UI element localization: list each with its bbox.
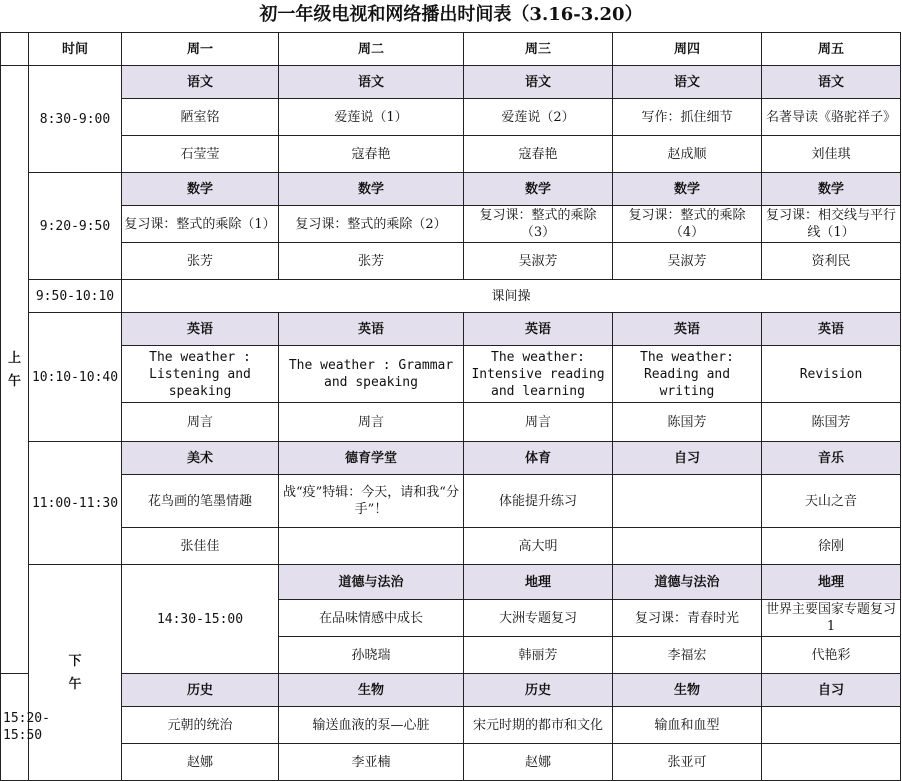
table-row	[1, 707, 901, 744]
teacher-cell: 高大明	[464, 528, 613, 565]
table-row	[1, 528, 901, 565]
table-row	[1, 744, 901, 781]
header-day-tue: 周二	[279, 33, 464, 66]
subject-cell: 英语	[122, 313, 279, 346]
subject-cell: 数学	[613, 173, 762, 206]
subject-cell: 语文	[464, 66, 613, 99]
table-row	[1, 313, 901, 346]
topic-cell: The weather : Grammar and speaking	[279, 346, 464, 403]
header-day-wed: 周三	[464, 33, 613, 66]
time-cell: 11:00-11:30	[29, 442, 122, 565]
topic-cell: 体能提升练习	[464, 475, 613, 528]
subject-cell: 音乐	[762, 442, 901, 475]
topic-cell	[613, 475, 762, 528]
teacher-cell	[613, 528, 762, 565]
subject-cell: 数学	[279, 173, 464, 206]
header-row	[1, 33, 901, 66]
teacher-cell: 吴淑芳	[464, 243, 613, 280]
time-cell: 9:20-9:50	[29, 173, 122, 280]
subject-cell: 数学	[762, 173, 901, 206]
subject-cell: 道德与法治	[613, 565, 762, 600]
period-char: 午	[7, 373, 21, 389]
table-row	[1, 243, 901, 280]
topic-cell	[762, 707, 901, 744]
subject-cell: 语文	[122, 66, 279, 99]
topic-cell: 输送血液的泵—心脏	[279, 707, 464, 744]
teacher-cell: 张芳	[279, 243, 464, 280]
header-day-fri: 周五	[762, 33, 901, 66]
subject-cell: 德育学堂	[279, 442, 464, 475]
teacher-cell: 韩丽芳	[464, 637, 613, 674]
period-morning	[1, 66, 29, 674]
subject-cell: 历史	[122, 674, 279, 707]
subject-cell: 地理	[762, 565, 901, 600]
corner-cell	[1, 33, 29, 66]
table-row	[1, 442, 901, 475]
subject-cell: 语文	[613, 66, 762, 99]
header-time: 时间	[29, 33, 122, 66]
topic-cell: The weather: Reading and writing	[613, 346, 762, 403]
topic-cell: 复习课：青春时光	[613, 600, 762, 637]
teacher-cell: 资利民	[762, 243, 901, 280]
table-row	[1, 475, 901, 528]
break-label: 课间操	[122, 280, 901, 313]
teacher-cell: 周言	[464, 403, 613, 442]
topic-cell: 花鸟画的笔墨情趣	[122, 475, 279, 528]
subject-cell: 英语	[613, 313, 762, 346]
table-row	[1, 206, 901, 243]
teacher-cell: 吴淑芳	[613, 243, 762, 280]
subject-cell: 道德与法治	[279, 565, 464, 600]
subject-cell: 语文	[762, 66, 901, 99]
topic-cell: 复习课：整式的乘除（3）	[464, 206, 613, 243]
teacher-cell: 寇春艳	[279, 136, 464, 173]
topic-cell: The weather: Intensive reading and learning	[464, 346, 613, 403]
break-row	[1, 280, 901, 313]
subject-cell: 数学	[122, 173, 279, 206]
time-cell: 8:30-9:00	[29, 66, 122, 173]
teacher-cell: 张佳佳	[122, 528, 279, 565]
time-cell: 9:50-10:10	[29, 280, 122, 313]
period-char: 上	[7, 350, 21, 366]
topic-cell: 在品味情感中成长	[279, 600, 464, 637]
table-row	[1, 136, 901, 173]
topic-cell: 复习课：整式的乘除（2）	[279, 206, 464, 243]
table-row	[1, 66, 901, 99]
time-cell: 14:30-15:00	[122, 565, 279, 674]
subject-cell: 自习	[613, 442, 762, 475]
teacher-cell: 周言	[122, 403, 279, 442]
table-row	[1, 346, 901, 403]
subject-cell: 自习	[762, 674, 901, 707]
topic-cell: The weather : Listening and speaking	[122, 346, 279, 403]
topic-cell: 天山之音	[762, 475, 901, 528]
period-char: 下	[68, 653, 82, 669]
teacher-cell: 刘佳琪	[762, 136, 901, 173]
time-cell: 10:10-10:40	[29, 313, 122, 442]
topic-cell: 复习课：相交线与平行线（1）	[762, 206, 901, 243]
subject-cell: 语文	[279, 66, 464, 99]
topic-cell: 写作：抓住细节	[613, 99, 762, 136]
time-cell: 15:20-15:50	[1, 674, 29, 781]
teacher-cell: 赵成顺	[613, 136, 762, 173]
teacher-cell: 石莹莹	[122, 136, 279, 173]
subject-cell: 生物	[613, 674, 762, 707]
subject-cell: 英语	[464, 313, 613, 346]
topic-cell: 大洲专题复习	[464, 600, 613, 637]
teacher-cell	[279, 528, 464, 565]
teacher-cell: 张亚可	[613, 744, 762, 781]
topic-cell: 战“疫”特辑：今天，请和我“分手”！	[279, 475, 464, 528]
header-day-thu: 周四	[613, 33, 762, 66]
teacher-cell: 孙晓瑞	[279, 637, 464, 674]
period-char: 午	[68, 676, 82, 692]
subject-cell: 英语	[762, 313, 901, 346]
topic-cell: 宋元时期的都市和文化	[464, 707, 613, 744]
topic-cell: 名著导读《骆驼祥子》	[762, 99, 901, 136]
topic-cell: 爱莲说（1）	[279, 99, 464, 136]
teacher-cell: 张芳	[122, 243, 279, 280]
page-title: 初一年级电视和网络播出时间表（3.16-3.20）	[259, 4, 643, 25]
table-row	[1, 674, 901, 707]
topic-cell: 世界主要国家专题复习1	[762, 600, 901, 637]
subject-cell: 英语	[279, 313, 464, 346]
table-row	[1, 99, 901, 136]
table-row	[1, 173, 901, 206]
teacher-cell: 周言	[279, 403, 464, 442]
subject-cell: 体育	[464, 442, 613, 475]
teacher-cell: 李亚楠	[279, 744, 464, 781]
teacher-cell: 寇春艳	[464, 136, 613, 173]
teacher-cell: 李福宏	[613, 637, 762, 674]
schedule-table	[0, 32, 901, 781]
subject-cell: 数学	[464, 173, 613, 206]
teacher-cell: 陈国芳	[762, 403, 901, 442]
subject-cell: 地理	[464, 565, 613, 600]
teacher-cell: 代艳彩	[762, 637, 901, 674]
teacher-cell: 赵娜	[122, 744, 279, 781]
topic-cell: Revision	[762, 346, 901, 403]
topic-cell: 复习课：整式的乘除（4）	[613, 206, 762, 243]
topic-cell: 复习课：整式的乘除（1）	[122, 206, 279, 243]
topic-cell: 输血和血型	[613, 707, 762, 744]
topic-cell: 陋室铭	[122, 99, 279, 136]
subject-cell: 美术	[122, 442, 279, 475]
teacher-cell: 陈国芳	[613, 403, 762, 442]
subject-cell: 生物	[279, 674, 464, 707]
period-afternoon	[29, 565, 122, 781]
topic-cell: 元朝的统治	[122, 707, 279, 744]
table-row	[1, 403, 901, 442]
header-day-mon: 周一	[122, 33, 279, 66]
table-row	[1, 565, 901, 600]
teacher-cell	[762, 744, 901, 781]
topic-cell: 爱莲说（2）	[464, 99, 613, 136]
teacher-cell: 赵娜	[464, 744, 613, 781]
subject-cell: 历史	[464, 674, 613, 707]
teacher-cell: 徐刚	[762, 528, 901, 565]
